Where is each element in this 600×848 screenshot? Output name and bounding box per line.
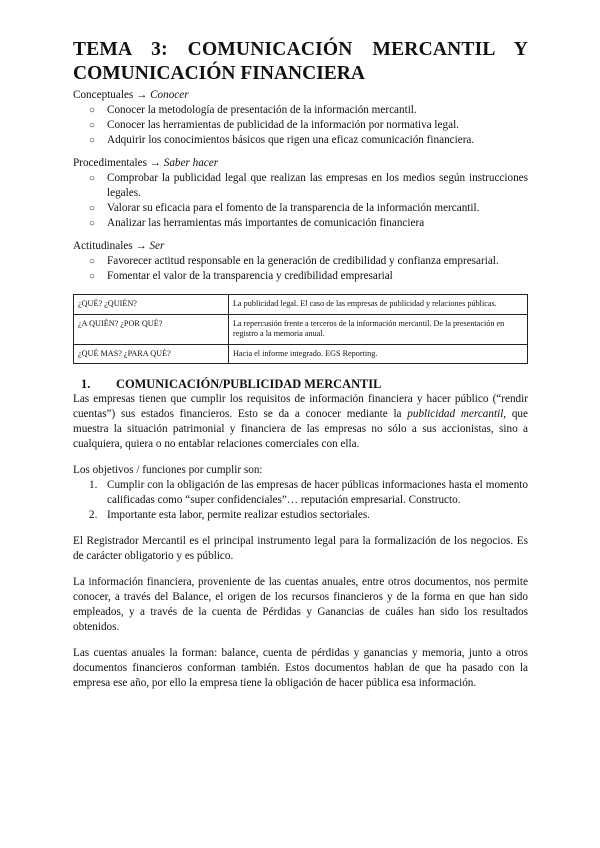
objective-heading: Conceptuales → Conocer bbox=[73, 89, 189, 101]
section-heading bbox=[73, 376, 528, 392]
questions-table bbox=[73, 294, 528, 364]
list-item: ○ Adquirir los conocimientos básicos que rigen una eficaz comunicación financiera. bbox=[89, 134, 475, 146]
document-title-line1: TEMA 3: COMUNICACIÓN MERCANTIL Y bbox=[73, 39, 528, 60]
circle-bullet-icon: ○ bbox=[89, 256, 96, 267]
list-item: ○ Fomentar el valor de la transparencia y credibilidad empresarial bbox=[89, 270, 393, 282]
list-item: ○ Comprobar la publicidad legal que realizan las empresas en los medios según instrucciones legales. bbox=[89, 172, 528, 199]
table-row bbox=[74, 344, 528, 364]
circle-bullet-icon: ○ bbox=[89, 120, 96, 131]
list-item: ○ Valorar su eficacia para el fomento de la transparencia de la información mercantil. bbox=[89, 202, 480, 214]
table-cell-answer: La repercusión frente a terceros de la información mercantil. De la presentación en registro a la memoria anual. bbox=[229, 314, 528, 344]
paragraph: Las empresas tienen que cumplir los requisitos de información financiera y hacer público (“rendir cuentas”) sus estados financieros. Esto se da a conocer mediante la publicidad mercantil, que muestra la situación patrimonial y financiera de las empresas no sólo a sus accionistas, sino a cualquiera, quiera o no entablar relaciones comerciales con ella. bbox=[73, 393, 528, 450]
circle-bullet-icon: ○ bbox=[89, 105, 96, 116]
circle-bullet-icon: ○ bbox=[89, 135, 96, 146]
objective-list bbox=[73, 254, 528, 284]
paragraph: La información financiera, proveniente de las cuentas anuales, entre otros documentos, nos permite conocer, a través del Balance, el origen de los recursos financieros y de la forma en que han sido empleados, y a través de la cuenta de Pérdidas y Ganancias de cuáles han sido los resultados obtenidos. bbox=[73, 576, 528, 633]
objective-list bbox=[73, 171, 528, 231]
document-title-line2: COMUNICACIÓN FINANCIERA bbox=[73, 63, 365, 84]
objective-heading: Actitudinales → Ser bbox=[73, 240, 165, 252]
paragraph: Las cuentas anuales la forman: balance, cuenta de pérdidas y ganancias y memoria, junto a otros documentos financieros conforman también. Estos documentos hablan de que ha pasado con la empresa ese año, por ello la empresa tiene la obligación de hacer pública esa información. bbox=[73, 647, 528, 689]
circle-bullet-icon: ○ bbox=[89, 173, 96, 184]
section-title: COMUNICACIÓN/PUBLICIDAD MERCANTIL bbox=[116, 377, 382, 391]
numbered-list bbox=[73, 478, 528, 523]
list-item: ○ Conocer las herramientas de publicidad de la información por normativa legal. bbox=[89, 119, 459, 131]
list-item: ○ Analizar las herramientas más importantes de comunicación financiera bbox=[89, 217, 425, 229]
table-row bbox=[74, 295, 528, 315]
list-item: ○ Conocer la metodología de presentación de la información mercantil. bbox=[89, 104, 417, 116]
paragraph: El Registrador Mercantil es el principal instrumento legal para la formalización de los negocios. Es de carácter obligatorio y es público. bbox=[73, 535, 528, 562]
table-cell-question: ¿QUÉ? ¿QUIÉN? bbox=[74, 295, 229, 315]
table-cell-question: ¿QUÉ MAS? ¿PARA QUÉ? bbox=[74, 344, 229, 364]
table-cell-answer: Hacia el informe integrado. EGS Reporting. bbox=[229, 344, 528, 364]
circle-bullet-icon: ○ bbox=[89, 218, 96, 229]
objective-heading: Procedimentales → Saber hacer bbox=[73, 157, 219, 169]
list-item: ○ Favorecer actitud responsable en la generación de credibilidad y confianza empresarial. bbox=[89, 255, 499, 267]
objective-list bbox=[73, 103, 528, 148]
objectives-procedimentales bbox=[73, 156, 528, 231]
list-item: 1. Cumplir con la obligación de las empresas de hacer públicas informaciones hasta el momento calificadas como “super confidenciales”… reputación empresarial. Constructo. bbox=[89, 479, 528, 506]
paragraph: Los objetivos / funciones por cumplir son: bbox=[73, 464, 263, 476]
table-cell-answer: La publicidad legal. El caso de las empresas de publicidad y relaciones públicas. bbox=[229, 295, 528, 315]
circle-bullet-icon: ○ bbox=[89, 271, 96, 282]
objectives-conceptuales bbox=[73, 88, 528, 148]
objectives-actitudinales bbox=[73, 239, 528, 284]
section-number: 1. bbox=[81, 377, 91, 391]
table-row bbox=[74, 314, 528, 344]
circle-bullet-icon: ○ bbox=[89, 203, 96, 214]
list-item: 2. Importante esta labor, permite realizar estudios sectoriales. bbox=[89, 509, 370, 521]
table-cell-question: ¿A QUIÉN? ¿POR QUÉ? bbox=[74, 314, 229, 344]
document-page bbox=[73, 38, 528, 691]
